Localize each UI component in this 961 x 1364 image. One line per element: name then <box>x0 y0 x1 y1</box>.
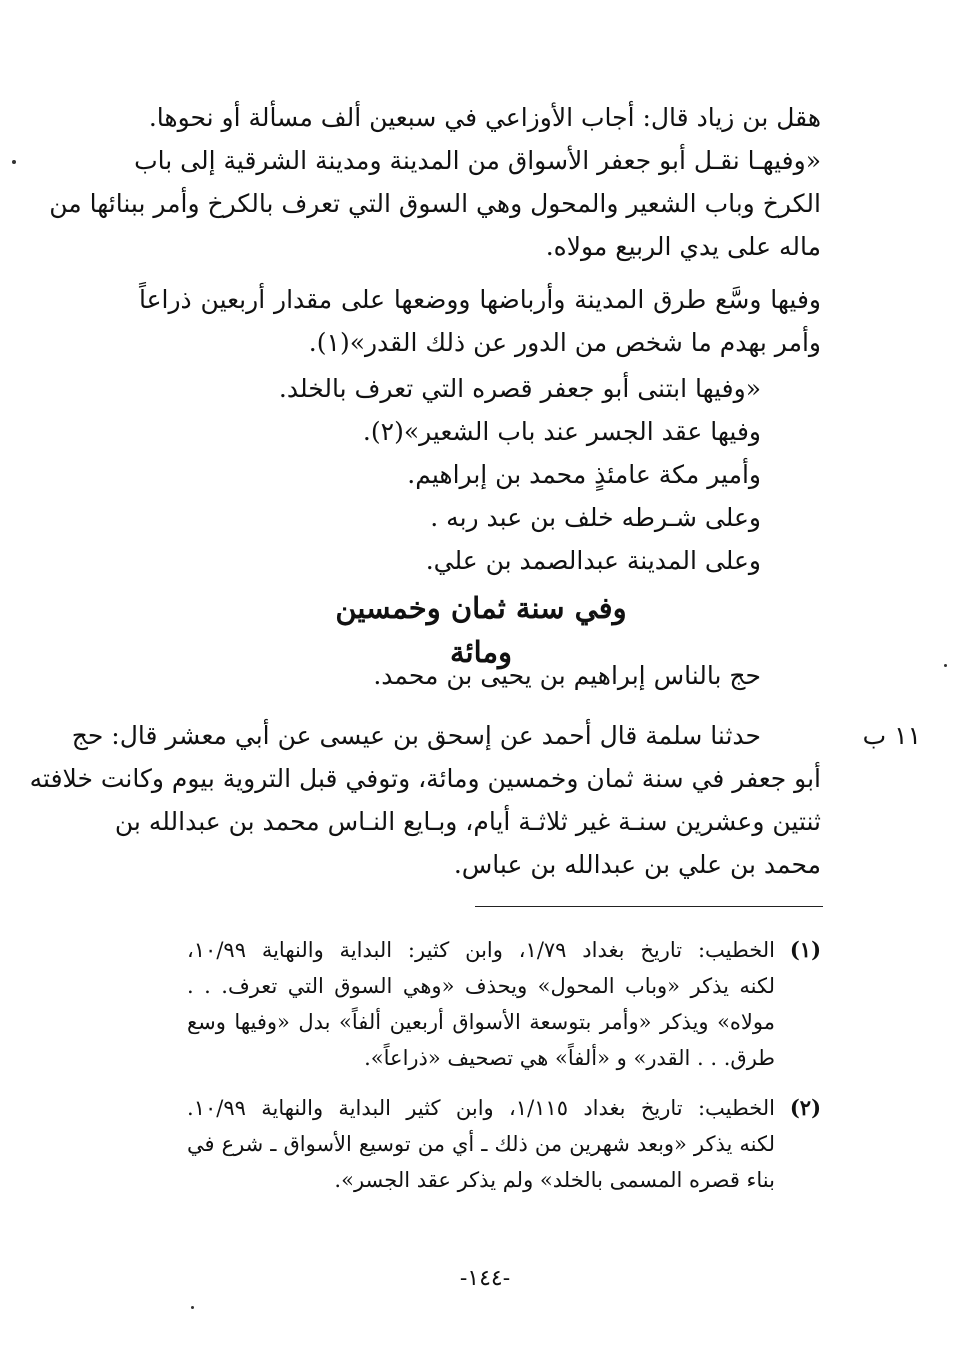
body-line: «وفيهـا نقـل أبو جعفر الأسواق من المدينة ومدينة الشرقية إلى باب <box>134 146 821 175</box>
scan-speck <box>191 1306 194 1309</box>
scan-speck <box>12 160 16 164</box>
body-line: وفيها عقد الجسر عند باب الشعير»(٢). <box>362 417 761 446</box>
footnote-line: لكنه يذكر «وباب المحول» ويحذف «وهي السوق التي تعرف. . . <box>187 974 775 998</box>
body-line: هقل بن زياد قال: أجاب الأوزاعي في سبعين ألف مسألة أو نحوها. <box>148 103 821 132</box>
body-line: الكرخ وباب الشعير والمحول وهي السوق التي تعرف بالكرخ وأمر ببنائها من <box>49 189 821 218</box>
footnote-line: بناء قصره المسمى بالخلد» ولم يذكر عقد الجسر». <box>334 1168 775 1192</box>
footnote-number: (٢) <box>789 1095 821 1120</box>
body-line: وفيها وسَّع طرق المدينة وأرباضها ووضعها على مقدار أربعين ذراعاً <box>139 285 821 314</box>
footnote-line: طرق. . . القدر» و «ألفاً» هي تصحيف «ذراعاً». <box>364 1046 775 1070</box>
body-line: وأمر بهدم ما شخص من الدور عن ذلك القدر»(١). <box>308 328 821 357</box>
body-line: وعلى المدينة عبدالصمد بن علي. <box>425 546 761 575</box>
margin-folio-note: ١١ ب <box>862 721 921 750</box>
footnote-line: الخطيب: تاريخ بغداد ١/٧٩، وابن كثير: البداية والنهاية ١٠/٩٩، <box>187 938 776 962</box>
footnote-number: (١) <box>789 937 821 962</box>
scan-speck <box>944 664 947 667</box>
section-heading: وفي سنة ثمان وخمسين ومائة <box>335 591 627 669</box>
body-line: أبو جعفر في سنة ثمان وخمسين ومائة، وتوفي قبل التروية بيوم وكانت خلافته <box>29 764 821 793</box>
body-line: ثنتين وعشرين سنـة غير ثلاثـة أيام، وبـايع النـاس محمد بن عبدالله بن <box>114 807 821 836</box>
page-number: -١٤٤- <box>459 1266 511 1291</box>
footnote-line: لكنه يذكر «وبعد شهرين من ذلك ـ أي من توسيع الأسواق ـ شرع في <box>187 1132 775 1156</box>
body-line: وأمير مكة عامئذٍ محمد بن إبراهيم. <box>407 460 761 489</box>
body-line: «وفيها ابتنى أبو جعفر قصره التي تعرف بالخلد. <box>278 374 761 403</box>
body-line: ماله على يدي الربيع مولاه. <box>545 232 821 261</box>
body-line: حدثنا سلمة قال أحمد عن إسحق بن عيسى عن أبي معشر قال: حج <box>71 721 761 750</box>
body-line: وعلى شـرطه خلف بن عبد ربه . <box>430 503 761 532</box>
footnote-separator <box>475 906 823 907</box>
body-line: محمد بن علي بن عبدالله بن عباس. <box>453 850 821 879</box>
footnote-line: مولاه» ويذكر «وأمر بتوسعة الأسواق أربعين ألفاً» بدل «وفيها وسع <box>187 1010 775 1034</box>
footnote-line: الخطيب: تاريخ بغداد ١/١١٥، وابن كثير البداية والنهاية ١٠/٩٩. <box>187 1096 775 1120</box>
body-line: حج بالناس إبراهيم بن يحيى بن محمد. <box>373 661 761 690</box>
